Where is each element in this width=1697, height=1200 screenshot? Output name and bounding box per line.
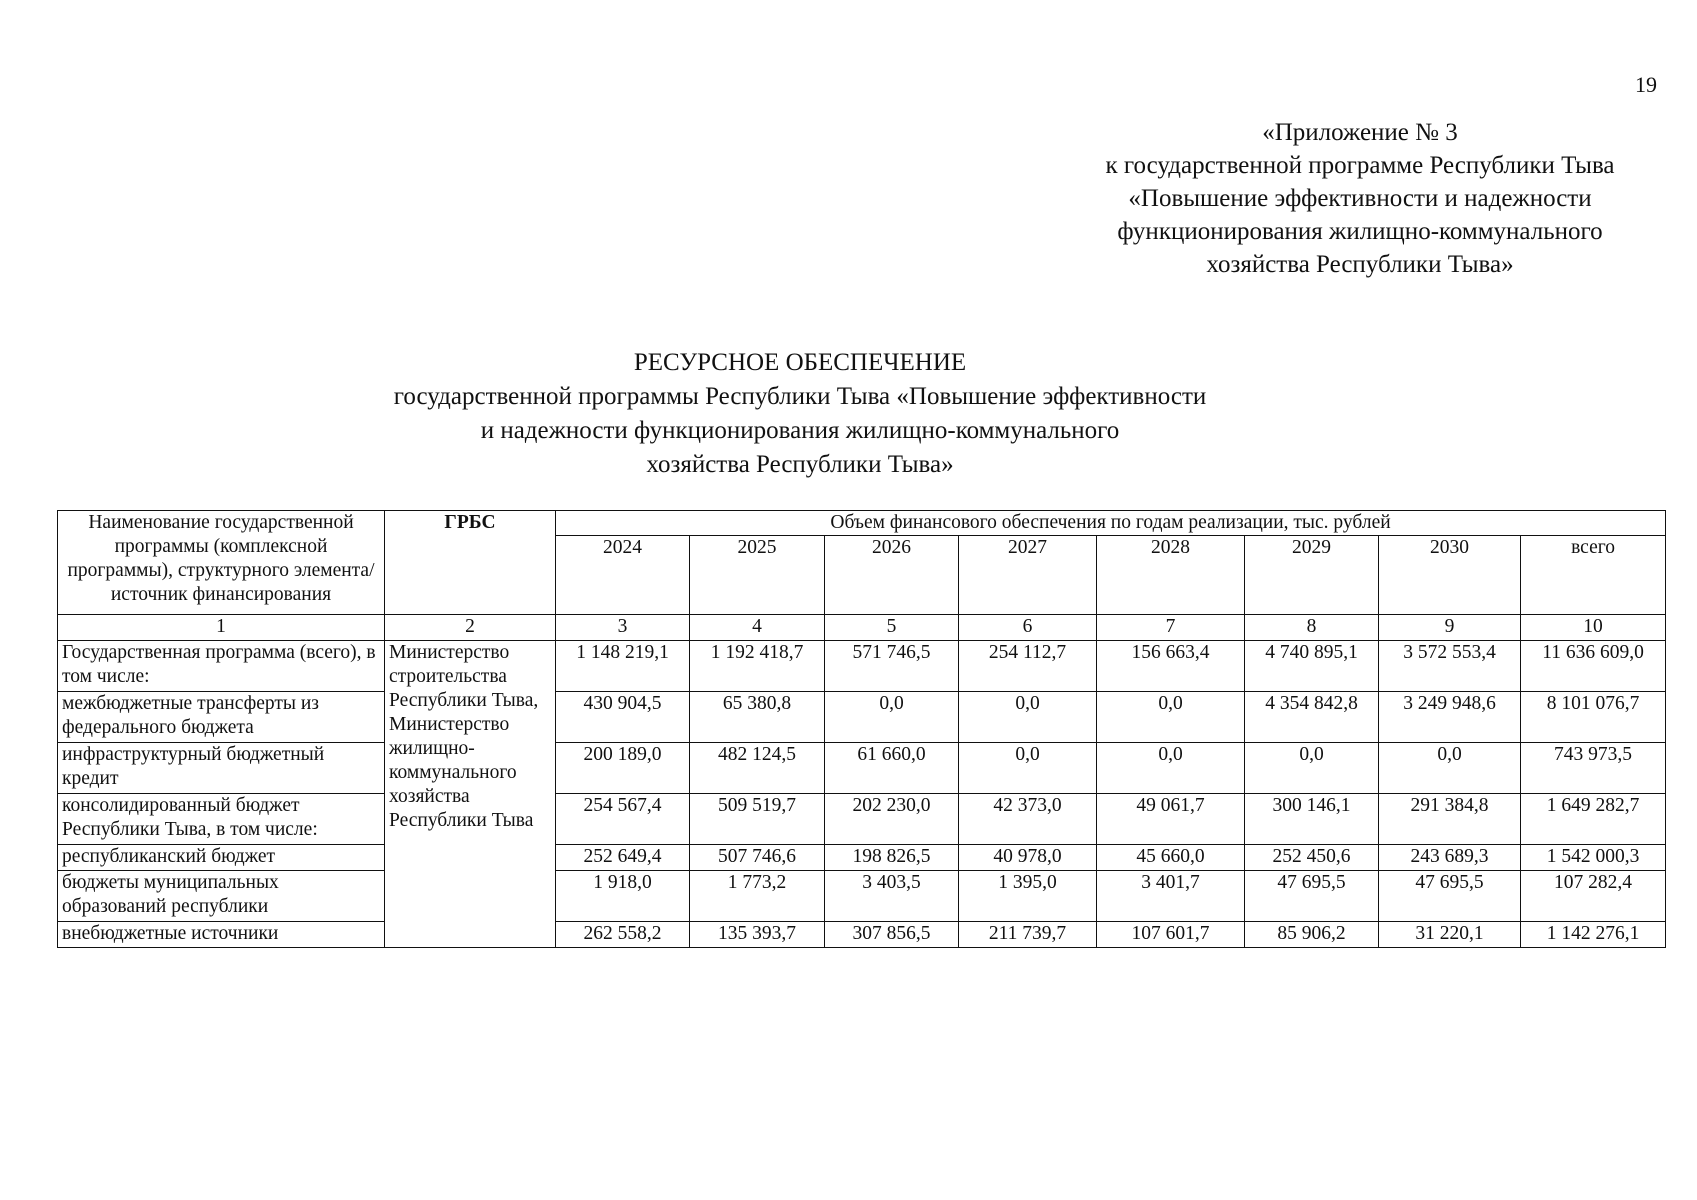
value-cell: 202 230,0: [825, 794, 959, 845]
column-number: 6: [959, 615, 1097, 641]
value-cell: 3 401,7: [1097, 871, 1245, 922]
value-cell: 11 636 609,0: [1521, 641, 1666, 692]
value-cell: 482 124,5: [690, 743, 825, 794]
value-cell: 743 973,5: [1521, 743, 1666, 794]
value-cell: 1 918,0: [556, 871, 690, 922]
row-name: внебюджетные источники: [58, 922, 385, 948]
row-name: межбюджетные трансферты из федерального бюджета: [58, 692, 385, 743]
column-number: 9: [1379, 615, 1521, 641]
value-cell: 65 380,8: [690, 692, 825, 743]
title-line: хозяйства Республики Тыва»: [646, 451, 954, 478]
column-number: 4: [690, 615, 825, 641]
value-cell: 1 142 276,1: [1521, 922, 1666, 948]
column-number: 8: [1245, 615, 1379, 641]
table-row: [58, 871, 1666, 922]
value-cell: 47 695,5: [1245, 871, 1379, 922]
value-cell: 107 282,4: [1521, 871, 1666, 922]
value-cell: 156 663,4: [1097, 641, 1245, 692]
table-row: [58, 794, 1666, 845]
header-name-column: Наименование государственной программы (комплексной программы), структурного элемента/источник финансирования: [58, 511, 385, 615]
header-volume-column: Объем финансового обеспечения по годам реализации, тыс. рублей: [556, 511, 1666, 536]
value-cell: 4 740 895,1: [1245, 641, 1379, 692]
value-cell: 509 519,7: [690, 794, 825, 845]
header-year: 2024: [556, 536, 690, 615]
value-cell: 200 189,0: [556, 743, 690, 794]
header-grbs-column: ГРБС: [385, 511, 556, 615]
row-name: инфраструктурный бюджетный кредит: [58, 743, 385, 794]
value-cell: 135 393,7: [690, 922, 825, 948]
value-cell: 40 978,0: [959, 845, 1097, 871]
table-row: [58, 743, 1666, 794]
value-cell: 507 746,6: [690, 845, 825, 871]
header-year: 2030: [1379, 536, 1521, 615]
row-name: консолидированный бюджет Республики Тыва, в том числе:: [58, 794, 385, 845]
annex-line: к государственной программе Республики Тыва: [1105, 152, 1615, 179]
value-cell: 243 689,3: [1379, 845, 1521, 871]
value-cell: 0,0: [1245, 743, 1379, 794]
title-line: государственной программы Республики Тыва «Повышение эффективности: [393, 383, 1207, 410]
value-cell: 47 695,5: [1379, 871, 1521, 922]
value-cell: 430 904,5: [556, 692, 690, 743]
table-row: [58, 845, 1666, 871]
annex-line: функционирования жилищно-коммунального: [1117, 218, 1603, 245]
value-cell: 252 450,6: [1245, 845, 1379, 871]
value-cell: 1 192 418,7: [690, 641, 825, 692]
annex-line: «Повышение эффективности и надежности: [1128, 185, 1592, 212]
title-heading: РЕСУРСНОЕ ОБЕСПЕЧЕНИЕ: [633, 349, 967, 376]
value-cell: 61 660,0: [825, 743, 959, 794]
header-total: всего: [1521, 536, 1666, 615]
value-cell: 1 395,0: [959, 871, 1097, 922]
value-cell: 45 660,0: [1097, 845, 1245, 871]
column-number: 10: [1521, 615, 1666, 641]
value-cell: 254 112,7: [959, 641, 1097, 692]
value-cell: 291 384,8: [1379, 794, 1521, 845]
header-year: 2026: [825, 536, 959, 615]
table-row: [58, 922, 1666, 948]
value-cell: 211 739,7: [959, 922, 1097, 948]
annex-header: [1040, 116, 1680, 281]
value-cell: 0,0: [959, 743, 1097, 794]
value-cell: 198 826,5: [825, 845, 959, 871]
value-cell: 42 373,0: [959, 794, 1097, 845]
annex-line: «Приложение № 3: [1262, 119, 1458, 146]
row-name: республиканский бюджет: [58, 845, 385, 871]
column-number: 5: [825, 615, 959, 641]
row-name: Государственная программа (всего), в том числе:: [58, 641, 385, 692]
grbs-cell: Министерство строительства Республики Тыва, Министерство жилищно-коммунального хозяйства Республики Тыва: [385, 641, 556, 948]
value-cell: 3 249 948,6: [1379, 692, 1521, 743]
resource-table: [57, 510, 1666, 948]
value-cell: 49 061,7: [1097, 794, 1245, 845]
value-cell: 307 856,5: [825, 922, 959, 948]
value-cell: 571 746,5: [825, 641, 959, 692]
value-cell: 254 567,4: [556, 794, 690, 845]
value-cell: 1 148 219,1: [556, 641, 690, 692]
value-cell: 1 542 000,3: [1521, 845, 1666, 871]
value-cell: 0,0: [1097, 743, 1245, 794]
value-cell: 0,0: [1379, 743, 1521, 794]
value-cell: 0,0: [959, 692, 1097, 743]
value-cell: 0,0: [825, 692, 959, 743]
value-cell: 3 572 553,4: [1379, 641, 1521, 692]
value-cell: 1 649 282,7: [1521, 794, 1666, 845]
header-year: 2028: [1097, 536, 1245, 615]
annex-line: хозяйства Республики Тыва»: [1206, 251, 1514, 278]
value-cell: 262 558,2: [556, 922, 690, 948]
value-cell: 8 101 076,7: [1521, 692, 1666, 743]
column-number: 2: [385, 615, 556, 641]
table-row: [58, 692, 1666, 743]
value-cell: 300 146,1: [1245, 794, 1379, 845]
value-cell: 0,0: [1097, 692, 1245, 743]
title-line: и надежности функционирования жилищно-коммунального: [480, 417, 1120, 444]
value-cell: 85 906,2: [1245, 922, 1379, 948]
table-row: [58, 641, 1666, 692]
value-cell: 3 403,5: [825, 871, 959, 922]
value-cell: 107 601,7: [1097, 922, 1245, 948]
row-name: бюджеты муниципальных образований республики: [58, 871, 385, 922]
document-title: [300, 346, 1300, 482]
value-cell: 4 354 842,8: [1245, 692, 1379, 743]
value-cell: 1 773,2: [690, 871, 825, 922]
column-number: 1: [58, 615, 385, 641]
header-year: 2029: [1245, 536, 1379, 615]
header-year: 2025: [690, 536, 825, 615]
value-cell: 252 649,4: [556, 845, 690, 871]
page-number: 19: [1635, 72, 1657, 97]
column-number: 7: [1097, 615, 1245, 641]
value-cell: 31 220,1: [1379, 922, 1521, 948]
header-year: 2027: [959, 536, 1097, 615]
column-number: 3: [556, 615, 690, 641]
